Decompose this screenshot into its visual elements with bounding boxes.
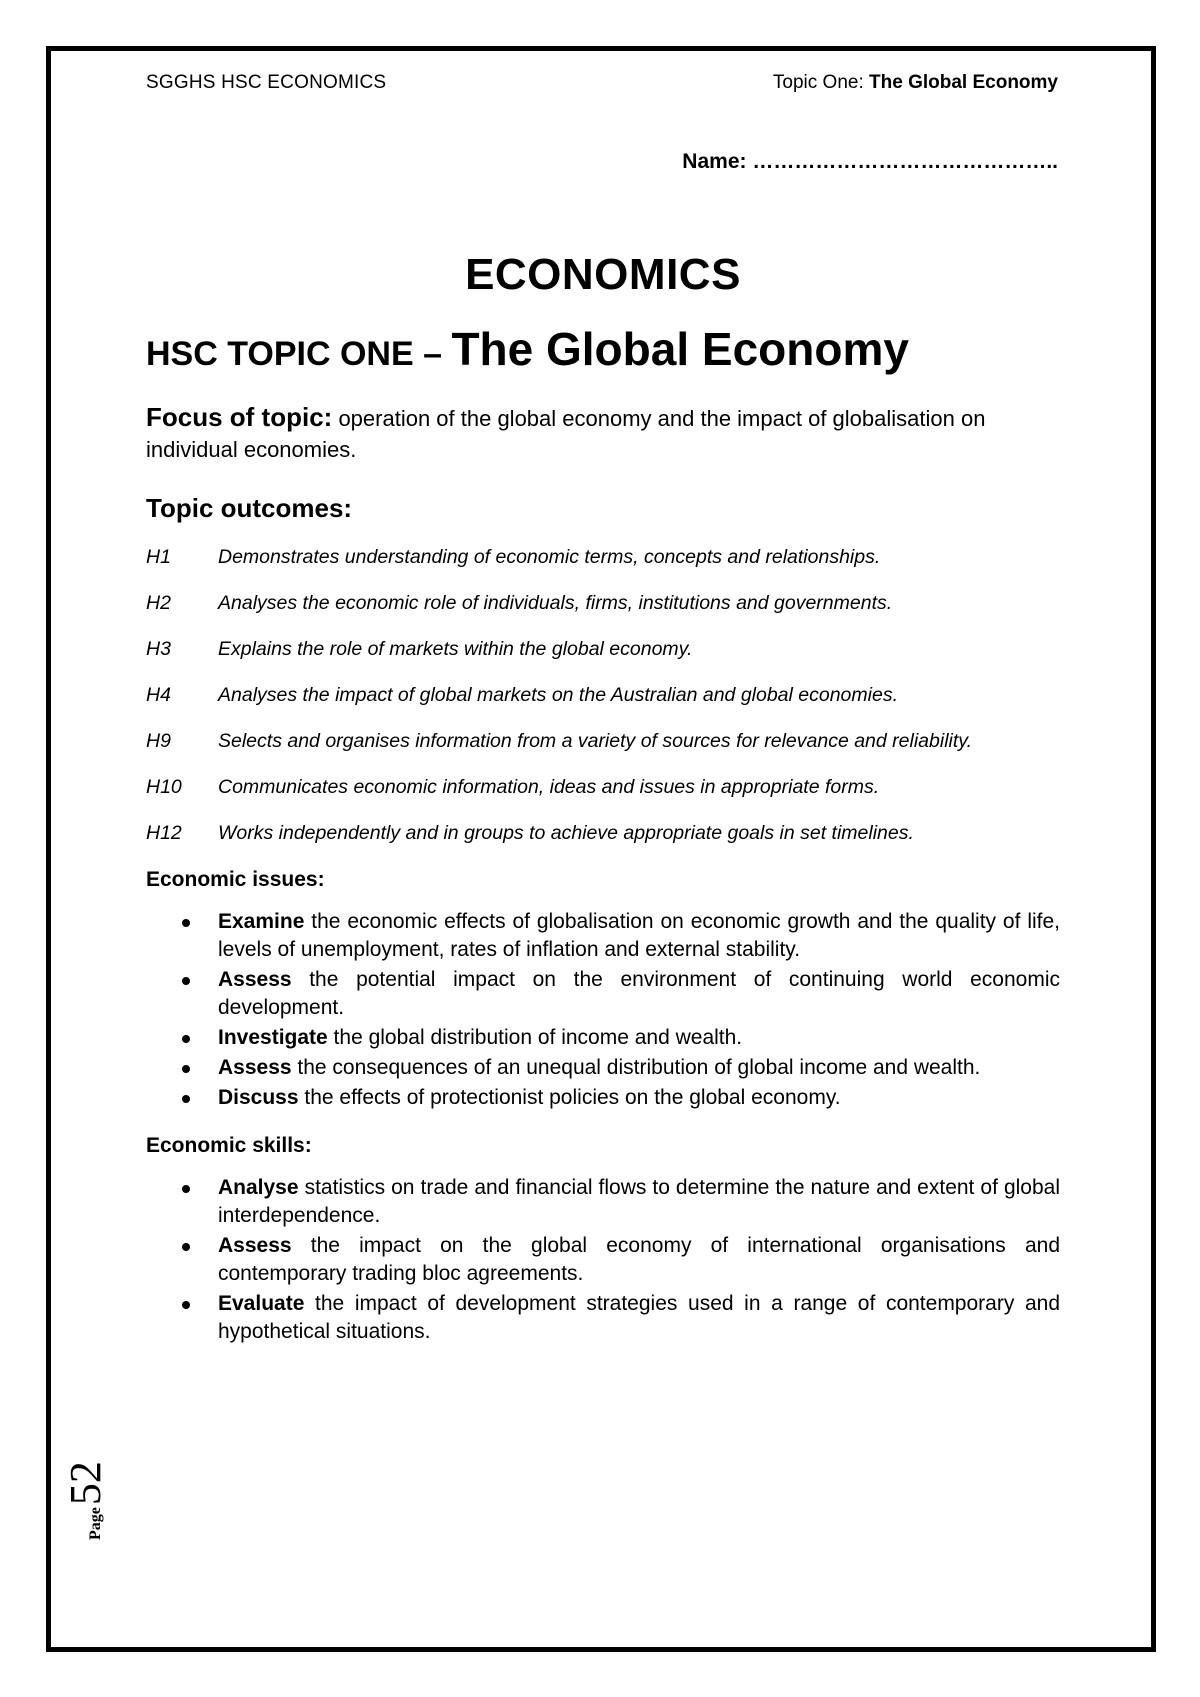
- skills-list: [146, 1174, 1060, 1346]
- outcome-code: H10: [146, 776, 182, 798]
- outcome-item: [146, 590, 1060, 616]
- focus-text: operation of the global economy and the impact of globalisation on individual economies.: [146, 406, 986, 462]
- item-text: the potential impact on the environment of continuing world economic development.: [218, 968, 1060, 1019]
- outcome-code: H9: [146, 730, 171, 752]
- list-item: [146, 908, 1060, 964]
- outcome-code: H1: [146, 546, 171, 568]
- issues-heading: Economic issues:: [146, 868, 325, 891]
- outcome-code: H4: [146, 684, 171, 706]
- outcome-item: [146, 544, 1060, 570]
- item-text: the effects of protectionist policies on the global economy.: [298, 1086, 841, 1109]
- page-number-label: Page: [87, 1507, 104, 1540]
- list-item: [146, 1290, 1060, 1346]
- item-text: the economic effects of globalisation on economic growth and the quality of life, levels of unemployment, rates of inflation and external stability.: [218, 910, 1060, 961]
- header-topic: [773, 72, 1058, 94]
- focus-of-topic: [146, 402, 1060, 465]
- topic-heading: [146, 322, 1060, 376]
- item-text: the global distribution of income and wealth.: [327, 1026, 743, 1049]
- page-number: [60, 1390, 130, 1540]
- skills-heading: Economic skills:: [146, 1134, 312, 1157]
- item-verb: Examine: [218, 910, 305, 933]
- outcome-item: [146, 774, 1060, 800]
- topic-heading-name: The Global Economy: [451, 323, 909, 375]
- bullet-icon: [182, 1243, 190, 1251]
- bullet-icon: [182, 1065, 190, 1073]
- outcome-text: Works independently and in groups to achieve appropriate goals in set timelines.: [218, 822, 914, 844]
- list-item: [146, 966, 1060, 1022]
- item-verb: Assess: [218, 968, 292, 991]
- list-item: [146, 1024, 1060, 1052]
- outcome-text: Analyses the impact of global markets on the Australian and global economies.: [218, 684, 898, 706]
- item-text: the impact on the global economy of international organisations and contemporary trading bloc agreements.: [218, 1234, 1060, 1285]
- bullet-icon: [182, 1035, 190, 1043]
- item-text: the impact of development strategies used in a range of contemporary and hypothetical situations.: [218, 1292, 1060, 1343]
- outcomes-heading: Topic outcomes:: [146, 493, 353, 523]
- outcome-text: Analyses the economic role of individuals, firms, institutions and governments.: [218, 592, 893, 614]
- list-item: [146, 1054, 1060, 1082]
- item-verb: Assess: [218, 1056, 292, 1079]
- outcome-text: Communicates economic information, ideas and issues in appropriate forms.: [218, 776, 880, 798]
- list-item: [146, 1232, 1060, 1288]
- name-field-line: Name: ……………………………………..: [682, 150, 1058, 173]
- item-verb: Evaluate: [218, 1292, 305, 1315]
- outcome-item: [146, 636, 1060, 662]
- page-title: ECONOMICS: [465, 250, 741, 299]
- item-text: statistics on trade and financial flows to determine the nature and extent of global interdependence.: [218, 1176, 1060, 1227]
- focus-label: Focus of topic:: [146, 402, 333, 432]
- bullet-icon: [182, 1301, 190, 1309]
- item-verb: Discuss: [218, 1086, 299, 1109]
- outcome-code: H12: [146, 822, 182, 844]
- outcomes-list: [146, 544, 1060, 846]
- outcome-code: H3: [146, 638, 171, 660]
- topic-heading-prefix: HSC TOPIC ONE –: [146, 335, 452, 373]
- issues-list: [146, 908, 1060, 1112]
- header-school: SGGHS HSC ECONOMICS: [146, 72, 387, 93]
- outcome-text: Demonstrates understanding of economic terms, concepts and relationships.: [218, 546, 881, 568]
- bullet-icon: [182, 1095, 190, 1103]
- item-verb: Analyse: [218, 1176, 299, 1199]
- list-item: [146, 1174, 1060, 1230]
- bullet-icon: [182, 1185, 190, 1193]
- header-topic-title: The Global Economy: [869, 72, 1058, 93]
- header-topic-prefix: Topic One:: [772, 72, 864, 93]
- bullet-icon: [182, 977, 190, 985]
- outcome-item: [146, 682, 1060, 708]
- item-text: the consequences of an unequal distribution of global income and wealth.: [291, 1056, 981, 1079]
- item-verb: Assess: [218, 1234, 292, 1257]
- document-body: [146, 250, 1060, 1348]
- outcome-item: [146, 728, 1060, 754]
- outcome-item: [146, 820, 1060, 846]
- outcome-text: Selects and organises information from a variety of sources for relevance and reliability.: [218, 730, 972, 752]
- outcome-text: Explains the role of markets within the global economy.: [218, 638, 693, 660]
- bullet-icon: [182, 919, 190, 927]
- page-number-value: 52: [61, 1461, 110, 1506]
- list-item: [146, 1084, 1060, 1112]
- item-verb: Investigate: [218, 1026, 328, 1049]
- outcome-code: H2: [146, 592, 171, 614]
